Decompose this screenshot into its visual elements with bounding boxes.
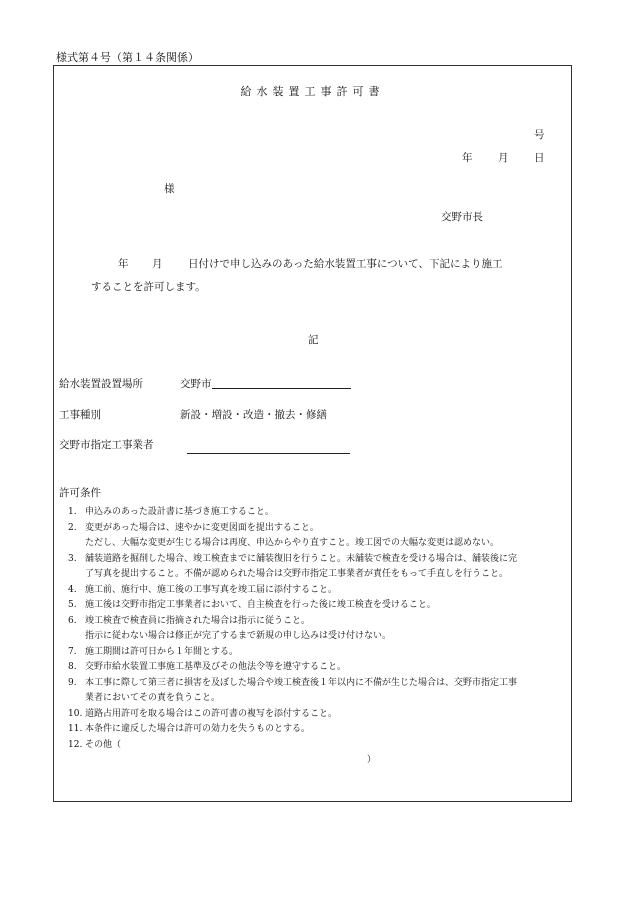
condition-number: 7. [68,646,77,657]
work-type-value: 新設・増設・改造・撤去・修繕 [180,409,327,421]
condition-item [68,738,568,765]
condition-number: 9. [68,677,77,688]
condition-text: 指示に従わない場合は修正が完了するまで新規の申し込みは受け付けない。 [85,631,392,641]
location-label: 給水装置設置場所 [59,378,143,390]
condition-text: 本工事に際して第三者に損害を及ぼした場合や竣工検査後１年以内に不備が生じた場合は、交野市指定工事 [85,677,518,688]
conditions-list [68,505,568,765]
body-text-line1: 日付けで申し込みのあった給水装置工事について、下記により施工 [188,258,503,270]
condition-text: 業者においてその責を負うこと。 [85,693,221,703]
body-month: 月 [152,258,163,270]
contractor-label: 交野市指定工事業者 [59,439,154,451]
condition-text: 了写真を提出すること。不備が認められた場合は交野市指定工事業者が責任をもって手直しを行うこと。 [85,569,509,579]
body-year: 年 [118,258,129,270]
form-number: 様式第４号（第１４条関係） [56,51,199,64]
condition-item [68,645,568,661]
condition-number: 12. [68,739,83,750]
condition-text: 施工後は交野市指定工事業者において、自主検査を行った後に竣工検査を受けること。 [85,600,436,610]
condition-number: 10. [68,708,83,719]
condition-item [68,552,568,583]
condition-number: 6. [68,615,77,626]
condition-text: 道路占用許可を取る場合はこの許可書の複写を添付すること。 [85,708,338,719]
location-underline [212,376,351,389]
condition-text: 竣工検査で検査員に指摘された場合は指示に従うこと。 [85,615,311,626]
condition-other-wrap [85,738,568,765]
condition-number: 1. [68,507,77,517]
condition-text: 交野市給水装置工事施工基準及びその他法令等を遵守すること。 [85,662,347,672]
condition-number: 4. [68,584,77,595]
condition-item [68,521,568,552]
condition-number: 2. [68,522,77,533]
addressee-suffix: 様 [164,183,175,195]
number-label: 号 [534,129,545,141]
condition-item [68,614,568,645]
issuer: 交野市長 [441,211,483,223]
work-type-label: 工事種別 [59,409,101,421]
condition-text: 本条件に違反した場合は許可の効力を失うものとする。 [85,724,311,734]
date-year: 年 [462,152,473,164]
condition-number: 8. [68,662,77,672]
location-field [180,376,351,391]
condition-item [68,707,568,723]
condition-text: 施工期間は許可日から１年間とする。 [85,646,239,657]
condition-item [68,722,568,738]
condition-number: 5. [68,600,77,610]
condition-item [68,598,568,614]
body-text-line2: することを許可します。 [91,281,206,293]
date-month: 月 [498,152,509,164]
contractor-underline [187,441,350,454]
condition-item [68,676,568,707]
condition-text: ただし、大幅な変更が生じる場合は再度、申込からやり直すこと。竣工図での大幅な変更は認めない。 [85,538,500,548]
condition-number: 11. [68,724,83,734]
contractor-field [187,437,350,456]
date-day: 日 [534,152,545,164]
condition-item [68,583,568,599]
condition-text: 舗装道路を掘削した場合、竣工検査までに舗装復旧を行うこと。未舗装で検査を受ける場合は、舗装後に完 [85,553,518,564]
location-prefix: 交野市 [180,378,212,390]
document-title: 給水装置工事許可書 [240,85,385,98]
ki-heading: 記 [308,334,319,346]
condition-text: 申込みのあった設計書に基づき施工すること。 [85,507,274,517]
condition-number: 3. [68,553,77,564]
condition-text: 変更があった場合は、速やかに変更図面を提出すること。 [85,522,319,533]
condition-text: 施工前、施行中、施工後の工事写真を竣工届に添付すること。 [85,584,338,595]
other-close-paren: ） [367,755,377,765]
condition-item [68,505,568,521]
condition-text: その他（ [85,739,122,750]
condition-item [68,660,568,676]
conditions-title: 許可条件 [59,487,101,499]
